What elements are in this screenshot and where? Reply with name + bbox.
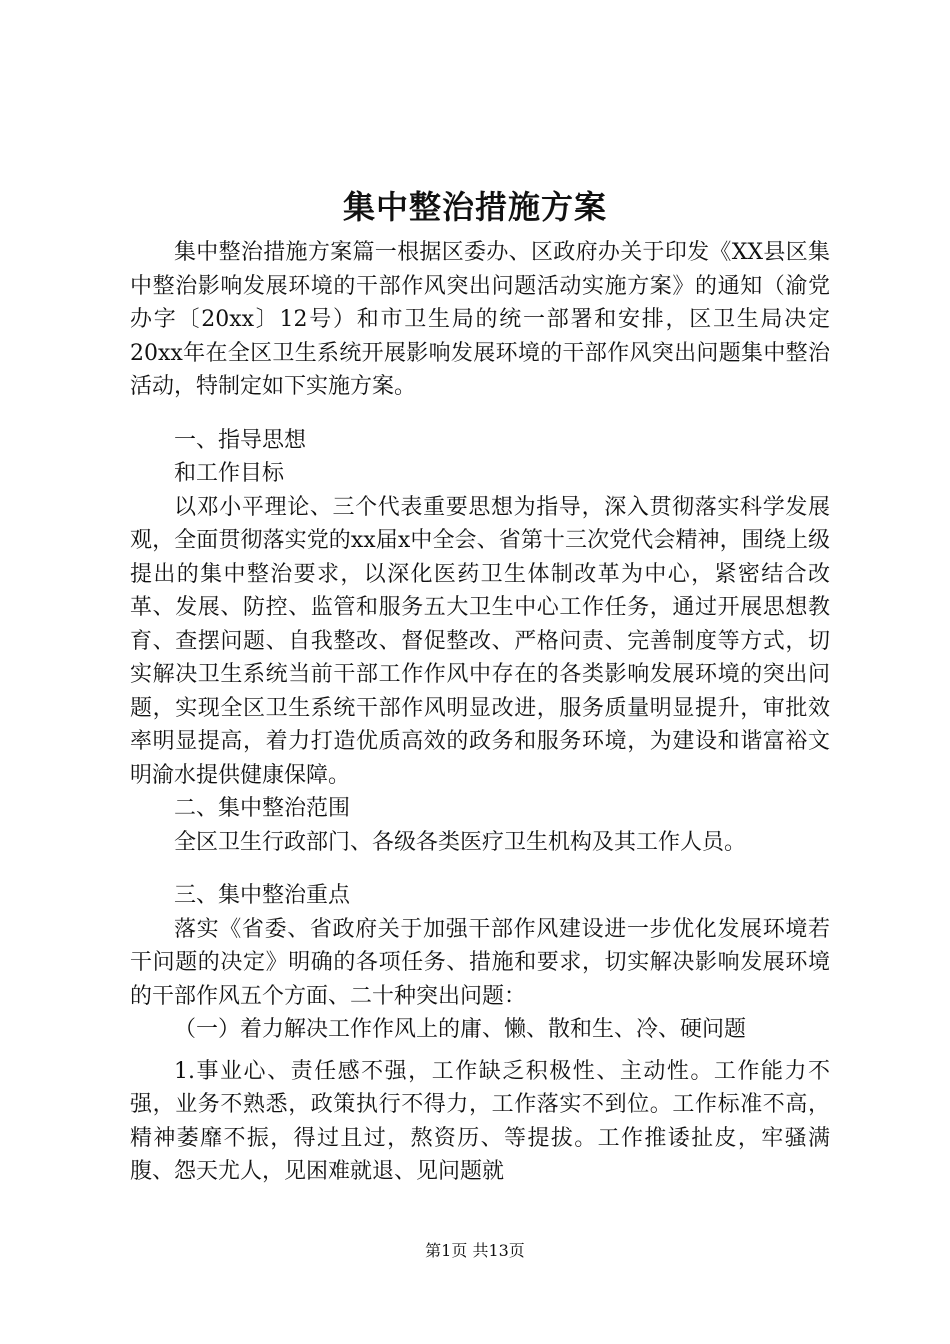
paragraph-gap — [130, 859, 830, 879]
section-heading-scope: 二、集中整治范围 — [174, 796, 351, 821]
document-title: 集中整治措施方案 — [342, 188, 607, 226]
guiding-thought-paragraph: 以邓小平理论、三个代表重要思想为指导，深入贯彻落实科学发展观，全面贯彻落实党的xx届x中全会、省第十三次党代会精神，围绕上级提出的集中整治要求，以深化医药卫生体制改革为中心，紧密结合改革、发展、防控、监管和服务五大卫生中心工作任务，通过开展思想教育、查摆问题、自我整改、督促整改、严格问责、完善制度等方式，切实解决卫生系统当前干部工作作风中存在的各类影响发展环境的突出问题，实现全区卫生系统干部作风明显改进，服务质量明显提升，审批效率明显提高，着力打造优质高效的政务和服务环境，为建设和谐富裕文明渝水提供健康保障。 — [130, 494, 830, 788]
document-body — [130, 236, 830, 1189]
focus-paragraph: 落实《省委、省政府关于加强干部作风建设进一步优化发展环境若干问题的决定》明确的各项任务、措施和要求，切实解决影响发展环境的干部作风五个方面、二十种突出问题： — [130, 916, 830, 1009]
page-number-footer: 第1页 共13页 — [425, 1241, 525, 1260]
section-heading-guiding-thought: 一、指导思想 — [174, 427, 307, 453]
paragraph-gap — [130, 404, 830, 424]
paragraph-gap — [130, 1047, 830, 1055]
intro-paragraph: 集中整治措施方案篇一根据区委办、区政府办关于印发《XX县区集中整治影响发展环境的干部作风突出问题活动实施方案》的通知（渝党办字〔20xx〕12号）和市卫生局的统一部署和安排，区卫生局决定20xx年在全区卫生系统开展影响发展环境的干部作风突出问题集中整治活动，特制定如下实施方案。 — [130, 240, 830, 399]
subsection-heading-work-style: （一）着力解决工作作风上的庸、懒、散和生、冷、硬问题 — [174, 1017, 747, 1042]
scope-paragraph: 全区卫生行政部门、各级各类医疗卫生机构及其工作人员。 — [174, 829, 747, 855]
section-heading-focus: 三、集中整治重点 — [174, 883, 351, 908]
section-heading-continuation: 和工作目标 — [174, 461, 285, 486]
item-paragraph: 1.事业心、责任感不强，工作缺乏积极性、主动性。工作能力不强，业务不熟悉，政策执行不得力，工作落实不到位。工作标准不高，精神萎靡不振，得过且过，熬资历、等提拔。工作推诿扯皮，牢骚满腹、怨天尤人，见困难就退、见问题就 — [130, 1058, 830, 1184]
